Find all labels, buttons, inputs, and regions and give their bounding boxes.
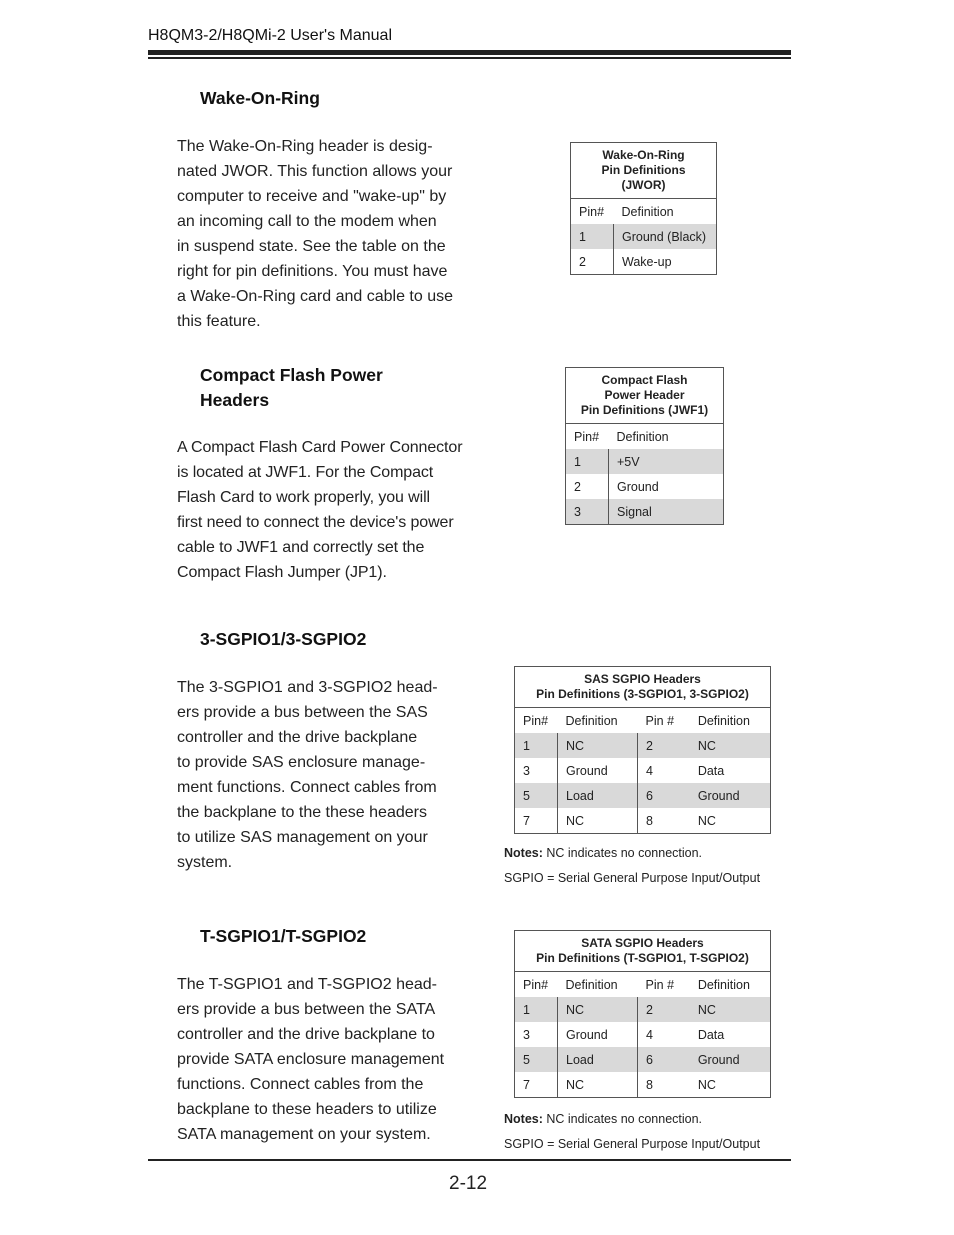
text-line: controller and the drive backplane to bbox=[177, 1026, 435, 1043]
section-title-wake-on-ring: Wake-On-Ring bbox=[200, 88, 320, 108]
sata-sgpio-pin-table bbox=[514, 930, 771, 1098]
text-line: to utilize SAS management on your bbox=[177, 829, 428, 846]
table-row: 1 +5V bbox=[566, 449, 724, 474]
table-row: 2 Wake-up bbox=[571, 249, 717, 275]
header-rule-thick bbox=[148, 50, 791, 55]
text-line: functions. Connect cables from the bbox=[177, 1076, 424, 1093]
table-row: 3 Ground 4 Data bbox=[515, 758, 771, 783]
table-header-row: Pin# Definition bbox=[579, 204, 674, 219]
sas-notes: Notes: NC indicates no connection. bbox=[504, 846, 703, 860]
table-title: SAS SGPIO Headers Pin Definitions (3-SGPIO1, 3-SGPIO2) bbox=[515, 667, 771, 708]
table-header-row: Pin# Definition Pin # Definition bbox=[523, 713, 750, 728]
section-title-t-sgpio: T-SGPIO1/T-SGPIO2 bbox=[200, 926, 367, 946]
text-line: first need to connect the device's power bbox=[177, 514, 454, 531]
table-row: 2 Ground bbox=[566, 474, 724, 499]
table-title: Compact Flash Power Header Pin Definitions (JWF1) bbox=[566, 368, 724, 424]
table-row: 7 NC 8 NC bbox=[515, 808, 771, 834]
text-line: Compact Flash Jumper (JP1). bbox=[177, 564, 387, 581]
text-line: in suspend state. See the table on the bbox=[177, 238, 446, 255]
text-line: to provide SAS enclosure manage- bbox=[177, 754, 426, 771]
table-header-row: Pin# Definition bbox=[574, 429, 669, 444]
table-row: 1 Ground (Black) bbox=[571, 224, 717, 249]
table-row: 1 NC 2 NC bbox=[515, 733, 771, 758]
table-row: 1 NC 2 NC bbox=[515, 997, 771, 1022]
text-line: system. bbox=[177, 854, 233, 871]
section-title-compact-flash: Compact Flash Power Headers bbox=[200, 365, 383, 410]
wake-on-ring-paragraph bbox=[177, 134, 465, 334]
text-line: ers provide a bus between the SAS bbox=[177, 704, 428, 721]
sas-notes-sgpio-definition: SGPIO = Serial General Purpose Input/Output bbox=[504, 871, 761, 885]
text-line: nated JWOR. This function allows your bbox=[177, 163, 453, 180]
sata-sgpio-paragraph bbox=[177, 972, 457, 1147]
table-row: 5 Load 6 Ground bbox=[515, 1047, 771, 1072]
table-row: 7 NC 8 NC bbox=[515, 1072, 771, 1098]
text-line: SATA management on your system. bbox=[177, 1126, 431, 1143]
text-line: an incoming call to the modem when bbox=[177, 213, 437, 230]
text-line: ment functions. Connect cables from bbox=[177, 779, 437, 796]
jwf1-pin-table bbox=[565, 367, 724, 525]
text-line: ers provide a bus between the SATA bbox=[177, 1001, 436, 1018]
text-line: is located at JWF1. For the Compact bbox=[177, 464, 434, 481]
text-line: computer to receive and "wake-up" by bbox=[177, 188, 447, 205]
text-line: cable to JWF1 and correctly set the bbox=[177, 539, 425, 556]
page-number: 2-12 bbox=[449, 1173, 488, 1194]
text-line: right for pin definitions. You must have bbox=[177, 263, 448, 280]
text-line: Flash Card to work properly, you will bbox=[177, 489, 430, 506]
text-line: backplane to these headers to utilize bbox=[177, 1101, 437, 1118]
manual-title: H8QM3-2/H8QMi-2 User's Manual bbox=[148, 27, 393, 44]
table-header-row: Pin# Definition Pin # Definition bbox=[523, 977, 750, 992]
section-title-3-sgpio: 3-SGPIO1/3-SGPIO2 bbox=[200, 629, 367, 649]
table-row: 3 Ground 4 Data bbox=[515, 1022, 771, 1047]
jwor-pin-table bbox=[570, 142, 717, 275]
sata-notes: Notes: NC indicates no connection. bbox=[504, 1112, 703, 1126]
sas-sgpio-pin-table bbox=[514, 666, 771, 834]
text-line: the backplane to the these headers bbox=[177, 804, 427, 821]
header-rule-thin bbox=[148, 57, 791, 59]
text-line: The 3-SGPIO1 and 3-SGPIO2 head- bbox=[177, 679, 438, 696]
table-row: 3 Signal bbox=[566, 499, 724, 525]
compact-flash-paragraph bbox=[177, 435, 463, 585]
text-line: a Wake-On-Ring card and cable to use bbox=[177, 288, 453, 305]
sas-sgpio-paragraph bbox=[177, 675, 457, 875]
text-line: provide SATA enclosure management bbox=[177, 1051, 445, 1068]
footer-rule bbox=[148, 1159, 791, 1161]
table-title: SATA SGPIO Headers Pin Definitions (T-SGPIO1, T-SGPIO2) bbox=[515, 931, 771, 972]
text-line: The T-SGPIO1 and T-SGPIO2 head- bbox=[177, 976, 437, 993]
table-title: Wake-On-Ring Pin Definitions (JWOR) bbox=[571, 143, 717, 199]
text-line: A Compact Flash Card Power Connector bbox=[177, 439, 463, 456]
text-line: this feature. bbox=[177, 313, 261, 330]
text-line: controller and the drive backplane bbox=[177, 729, 418, 746]
text-line: The Wake-On-Ring header is desig- bbox=[177, 138, 433, 155]
table-row: 5 Load 6 Ground bbox=[515, 783, 771, 808]
sata-notes-sgpio-definition: SGPIO = Serial General Purpose Input/Output bbox=[504, 1137, 761, 1151]
